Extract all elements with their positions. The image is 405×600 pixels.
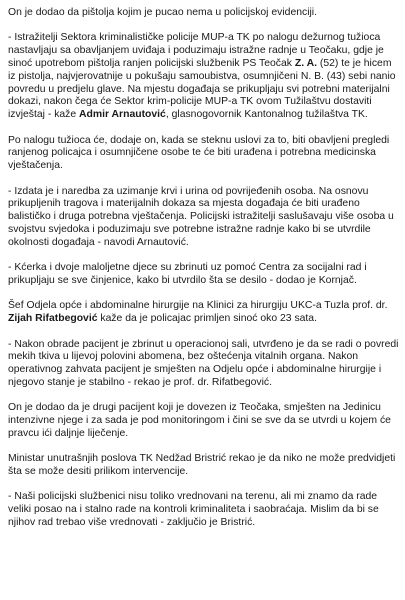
paragraph-closing-quote: - Naši policijski službenici nisu toliko vrednovani na terenu, ali mi znamo da rade veliki posao na i stalno rade na kontroli kriminaliteta i saobraćaja. Mislim da bi se njihov rad trebao više vrednovati - zaključio je Bristrić. [8, 491, 379, 529]
paragraph-children: - Kćerka i dvoje maloljetne djece su zbrinuti uz pomoć Centra za socijalni rad i prikupljaju se sve činjenice, kako bi utvrdilo šta se desilo - dodao je Kornjač. [8, 262, 367, 286]
text-segment: , glasnogovornik Kantonalnog tužilaštva TK. [165, 109, 368, 121]
paragraph-prosecutor-statement [8, 32, 400, 122]
text-segment: (52) te je hicem iz pistolja, najvjerovatnije u pokušaju samoubistva, osumnjičeni N. B. (43) sebi nanio povredu u predjelu glave. Na mjestu događaja se prikupljaju svi potrebni materijalni dokazi, nakon čega će Sektor krim-policije MUP-a TK ovom Tužilaštvu dostaviti izvještaj - kaže [8, 57, 396, 121]
bold-name-rifatbegovic: Zijah Rifatbegović [8, 313, 98, 325]
text-segment: - Istražitelji Sektora kriminalističke policije MUP-a TK po nalogu dežurnog tužioca nastavljaju sa obavljanjem uviđaja i poduzimaju istražne radnje u Teočaku, gdje je sinoć upotrebom pištolja ranjen policijski službenik PS Teočak [8, 32, 384, 69]
text-segment: Šef Odjela opće i abdominalne hirurgije na Klinici za hirurgiju UKC-a Tuzla prof. dr. [8, 300, 388, 312]
paragraph-second-patient: On je dodao da je drugi pacijent koji je dovezen iz Teočaka, smješten na Jedinicu intenzivne njege i za sada je pod monitoringom i čini se sve da se utvrdi u kojem će pravcu ići daljnje liječenje. [8, 402, 391, 439]
paragraph-intro: On je dodao da pištolja kojim je pucao nema u policijskoj evidenciji. [8, 7, 318, 18]
paragraph-blood-urine-order: - Izdata je i naredba za uzimanje krvi i urina od povrijeđenih osoba. Na osnovu prikupljenih tragova i materijalnih dokaza sa mjesta događaja će biti urađeno balističko i druga potrebna vještačenja. Policijski istražitelji saslušavaju više osoba u svojstvu svjedoka i poduzimaju sve potrebne istražne radnje kako bi se utvrdile okolnosti događaja - navodi Arnautović. [8, 185, 394, 248]
paragraph-examinations: Po nalogu tužioca će, dodaje on, kada se steknu uslovi za to, biti obavljeni pregledi ranjenog policajca i osumnjičene osobe te će biti urađena i potrebna medicinska vještačenja. [8, 134, 390, 172]
article-body [8, 7, 400, 542]
text-segment: kaže da je policajac primljen sinoć oko 23 sata. [97, 313, 317, 325]
paragraph-minister: Ministar unutrašnjih poslova TK Nedžad Bristrić rekao je da niko ne može predvidjeti šta se može desiti prilikom intervencije. [8, 453, 396, 478]
paragraph-surgery-chief [8, 300, 400, 326]
bold-name-za: Z. A. [294, 57, 317, 69]
bold-name-arnautovic: Admir Arnautović [79, 109, 166, 121]
paragraph-patient-treatment: - Nakon obrade pacijent je zbrinut u operacionoj sali, utvrđeno je da se radi o povredi mekih tkiva u lijevoj polovini abomena, bez oštećenja vitalnih organa. Nakon operativnog zahvata pacijent je smješten na Odjelu opće i abdominalne hirurgije i njegovo stanje je stabilno - rekao je prof. dr. Rifatbegović. [8, 338, 399, 388]
